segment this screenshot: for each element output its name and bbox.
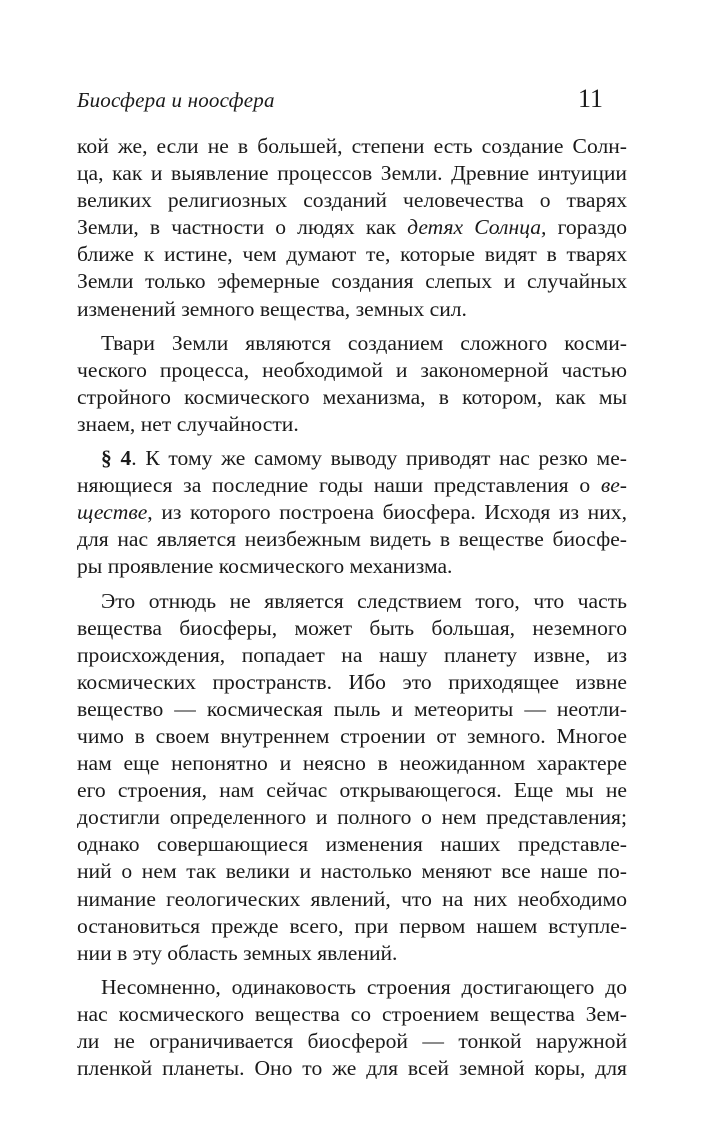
text-line: Несомненно, одинаковость строения достигающего до	[101, 974, 627, 999]
text-line: чимо в своем внутреннем строении от земного. Многое	[77, 723, 627, 748]
text-line: остановиться прежде всего, при первом нашем вступле-	[77, 913, 627, 938]
italic-phrase: ществе	[77, 500, 148, 525]
text-line: ний о нем так велики и настолько меняют все наше по-	[77, 859, 627, 884]
text-line: няющиеся за последние годы наши представления о ве-	[77, 473, 627, 498]
italic-phrase: ве-	[600, 473, 627, 498]
text-line: ли не ограничивается биосферой — тонкой наружной	[77, 1029, 627, 1053]
text-line: нии в эту область земных явлений.	[77, 940, 398, 965]
text-line: изменений земного вещества, земных сил.	[77, 296, 467, 321]
page-number: 11	[578, 84, 604, 113]
text-line: стройного космического механизма, в котором, как мы	[77, 384, 627, 409]
text-line: ца, как и выявление процессов Земли. Древние интуиции	[77, 161, 627, 186]
text-line: для нас является неизбежным видеть в веществе биосфе-	[77, 527, 627, 552]
text-line: достигли определенного и полного о нем представления;	[77, 805, 627, 830]
body-text	[77, 133, 627, 1089]
text-line: знаем, нет случайности.	[77, 411, 299, 436]
paragraph	[77, 445, 627, 580]
text-line: § 4. К тому же самому выводу приводят нас резко ме-	[101, 446, 627, 471]
text-line: пленкой планеты. Оно то же для всей земной коры, для	[77, 1056, 627, 1081]
text-line: ческого процесса, необходимой и закономерной частью	[77, 357, 627, 382]
paragraph	[77, 974, 627, 1082]
text-line: космических пространств. Ибо это приходящее извне	[77, 669, 627, 694]
text-line: нимание геологических явлений, что на них необходимо	[77, 886, 627, 911]
text-line: вещества биосферы, может быть большая, неземного	[77, 615, 627, 640]
text-line: нам еще непонятно и неясно в неожиданном характере	[77, 751, 627, 776]
text-line: Земли, в частности о людях как детях Солнца, гораздо	[77, 215, 627, 240]
text-line: ближе к истине, чем думают те, которые видят в тварях	[77, 242, 627, 267]
text-line: Твари Земли являются созданием сложного косми-	[101, 330, 627, 355]
text-line: Земли только эфемерные создания слепых и случайных	[77, 269, 627, 294]
paragraph	[77, 330, 627, 438]
paragraph	[77, 588, 627, 967]
text-line: великих религиозных созданий человечества о тварях	[77, 188, 627, 213]
text-line: нас космического вещества со строением вещества Зем-	[77, 1001, 627, 1026]
text-line: вещество — космическая пыль и метеориты — неотли-	[77, 696, 627, 721]
text-line: Это отнюдь не является следствием того, что часть	[101, 588, 627, 613]
text-line: происхождения, попадает на нашу планету извне, из	[77, 642, 627, 667]
text-line: ществе, из которого построена биосфера. Исходя из них,	[77, 500, 627, 525]
paragraph	[77, 133, 627, 323]
text-line: кой же, если не в большей, степени есть создание Солн-	[77, 134, 627, 158]
running-title: Биосфера и ноосфера	[77, 88, 275, 112]
text-line: его строения, нам сейчас открывающегося. Еще мы не	[77, 778, 627, 803]
section-mark: § 4	[101, 446, 132, 471]
italic-phrase: детях Солнца,	[407, 215, 547, 240]
text-line: однако совершающиеся изменения наших представле-	[77, 832, 627, 857]
text-line: ры проявление космического механизма.	[77, 554, 453, 579]
